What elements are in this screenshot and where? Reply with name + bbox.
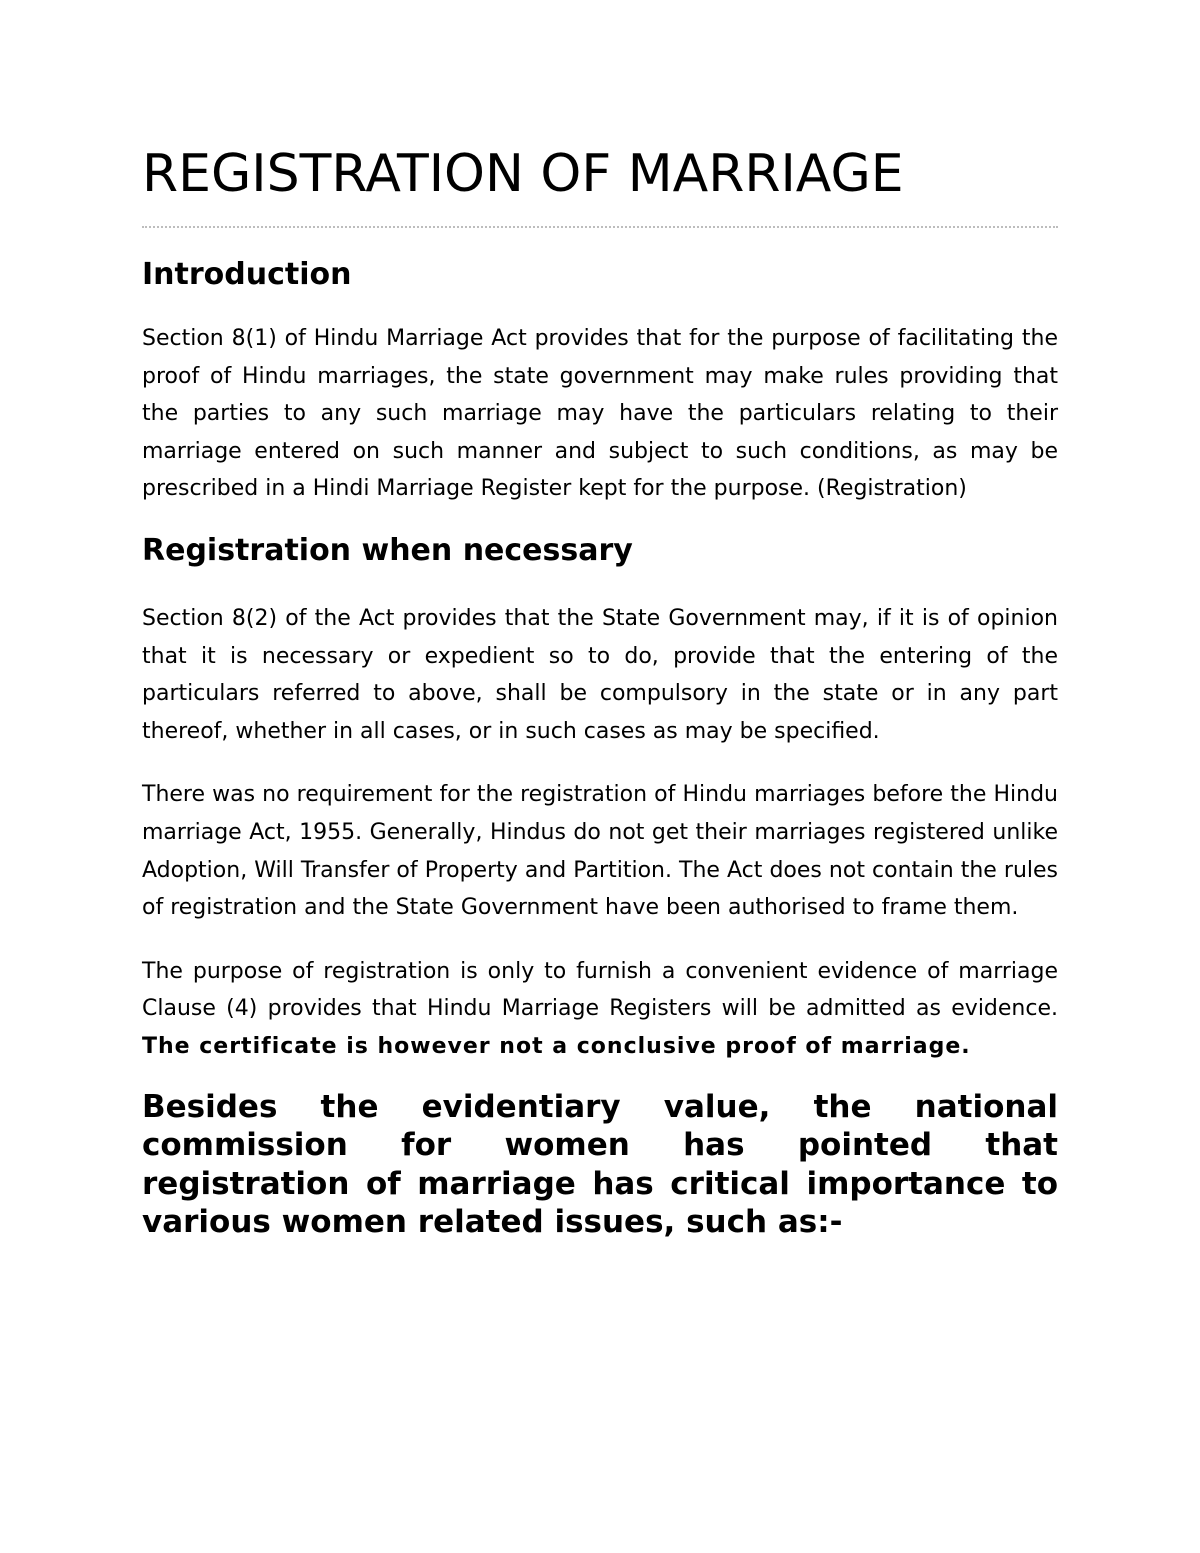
purpose-of-registration-paragraph: [142, 953, 1058, 1066]
purpose-plain-text: The purpose of registration is only to furnish a convenient evidence of marriage Clause (4) provides that Hindu Marriage Registers will be admitted as evidence.: [142, 958, 1058, 1022]
no-requirement-paragraph: There was no requirement for the registration of Hindu marriages before the Hindu marriage Act, 1955. Generally, Hindus do not get their marriages registered unlike Adoption, Will Transfer of Property and Partition. The Act does not contain the rules of registration and the State Government have been authorised to frame them.: [142, 782, 1058, 921]
registration-when-necessary-heading: Registration when necessary: [142, 532, 633, 568]
document-page: [142, 140, 1058, 1242]
evidentiary-value-emphasis-paragraph: Besides the evidentiary value, the national commission for women has pointed that registration of marriage has critical importance to various women related issues, such as:-: [142, 1088, 1058, 1240]
introduction-paragraph: Section 8(1) of Hindu Marriage Act provides that for the purpose of facilitating the proof of Hindu marriages, the state government may make rules providing that the parties to any such marriage may have the particulars relating to their marriage entered on such manner and subject to such conditions, as may be prescribed in a Hindi Marriage Register kept for the purpose. (Registration): [142, 326, 1058, 502]
title-divider: [142, 226, 1058, 228]
certificate-bold-text: The certificate is however not a conclusive proof of marriage.: [142, 1033, 971, 1059]
introduction-heading: Introduction: [142, 257, 352, 292]
section-8-2-paragraph: Section 8(2) of the Act provides that the State Government may, if it is of opinion that it is necessary or expedient so to do, provide that the entering of the particulars referred to above, shall be compulsory in the state or in any part thereof, whether in all cases, or in such cases as may be specified.: [142, 605, 1058, 744]
document-title: REGISTRATION OF MARRIAGE: [142, 144, 904, 204]
